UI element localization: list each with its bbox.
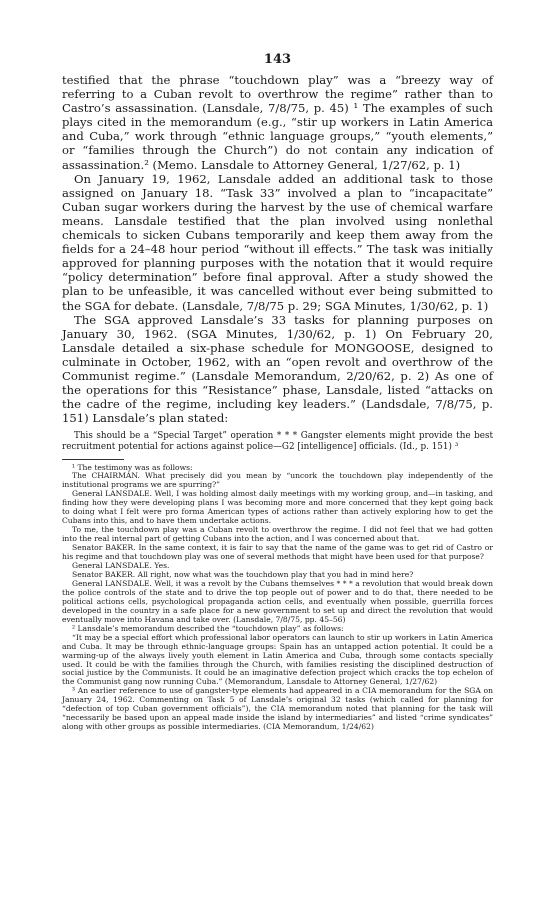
- footnote-1-line: The CHAIRMAN. What precisely did you mean by “uncork the touchdown play independently of the institutional programs we are spurring?”: [62, 471, 493, 490]
- footnote-1-line: Senator BAKER. All right, now what was the touchdown play that you had in mind here?: [72, 569, 414, 579]
- footnote-1-line: Senator BAKER. In the same context, it is fair to say that the name of the game was to get rid of Castro or his regime and that touchdown play was one of several methods that might have been used for that purpose?: [62, 543, 493, 562]
- block-quote: This should be a “Special Target” operation * * * Gangster elements might provide the best recruitment potential for actions against police—G2 [intelligence] officials. (Id., p. 151) ³: [62, 431, 493, 452]
- body-paragraph-3: The SGA approved Lansdale’s 33 tasks for planning purposes on January 30, 1962. (SGA Minutes, 1/30/62, p. 1) On February 20, Lansdale detailed a six-phase schedule for MONGOOSE, designed to culminate in October, 1962, with an “open revolt and overthrow of the Communist regime.” (Lansdale Memorandum, 2/20/62, p. 2) As one of the operations for this “Resistance” phase, Lansdale, listed “attacks on the cadre of the regime, including key leaders.” (Landsdale, 7/8/75, p. 151) Lansdale’s plan stated:: [62, 312, 493, 426]
- footnote-2-quote: “It may be a special effort which professional labor operators can launch to stir up workers in Latin America and Cuba. It may be through ethnic-language groups: Spain has an untapped action potential. It could be a warming-up of the always lively youth element in Latin America and Cuba, through some contacts specially used. It could be with the families through the Church, with families resisting the disciplined destruction of social justice by the Communists. It could be an imaginative defection project which cracks the top echelon of the Communist gang now running Cuba.” (Memorandum, Lansdale to Attorney General, 1/27/62): [62, 632, 493, 687]
- footnote-1-intro: ¹ The testimony was as follows:: [72, 462, 193, 472]
- footnote-divider: [62, 459, 124, 460]
- footnote-1-line: General LANSDALE. Yes.: [72, 561, 170, 571]
- footnote-2-intro: ² Lansdale’s memorandum described the “touchdown play” as follows:: [72, 623, 344, 633]
- page-number: 143: [263, 52, 292, 67]
- footnote-3: ³ An earlier reference to use of gangster-type elements had appeared in a CIA memorandum for the SGA on January 24, 1962. Commenting on Task 5 of Lansdale’s original 32 tasks (which called for planning for “defection of top Cuban government officials”), the CIA memorandum noted that planning for the task will “necessarily be based upon an appeal made inside the island by intermediaries” and listed “crime syndicates” along with other groups as possible intermediaries. (CIA Memorandum, 1/24/62): [62, 686, 493, 732]
- body-paragraph-2: On January 19, 1962, Lansdale added an additional task to those assigned on January 18. “Task 33” involved a plan to “incapacitate” Cuban sugar workers during the harvest by the use of chemical warfare means. Lansdale testified that the plan involved using nonlethal chemicals to sicken Cubans temporarily and keep them away from the fields for a 24–48 hour period “without ill effects.” The task was initially approved for planning purposes with the notation that it would require “policy determination” before final approval. After a study showed the plan to be unfeasible, it was cancelled without ever being submitted to the SGA for debate. (Lansdale, 7/8/75 p. 29; SGA Minutes, 1/30/62, p. 1): [62, 171, 493, 313]
- footnote-1-line: General LANSDALE. Well, it was a revolt by the Cubans themselves * * * a revolution that would break down the police controls of the state and to drive the top people out of power and to do that, there needed to be political actions cells, psychological propaganda action cells, and eventually when possible, guerrilla forces developed in the country in a safe place for a new government to set up and direct the revolution that would eventually move into Havana and take over. (Lansdale, 7/8/75, pp. 45–56): [62, 578, 493, 624]
- footnotes: [62, 464, 493, 733]
- document-page: [62, 52, 493, 732]
- footnote-1-line: General LANSDALE. Well, I was holding almost daily meetings with my working group, and—in tasking, and finding how they were developing plans I was becoming more and more concerned that they kept going back to doing what I felt were pro forma American types of actions rather than actively exploring how to get the Cubans into this, and to have them undertake actions.: [62, 489, 493, 526]
- body-paragraph-1: testified that the phrase “touchdown play” was a “breezy way of referring to a Cuban revolt to overthrow the regime” rather than to Castro’s assassination. (Lansdale, 7/8/75, p. 45) ¹ The examples of such plays cited in the memorandum (e.g., “stir up workers in Latin America and Cuba,” work through “ethnic language groups,” “youth elements,” or “families through the Church”) do not contain any indication of assassination.² (Memo. Lansdale to Attorney General, 1/27/62, p. 1): [62, 73, 493, 172]
- footnote-1-line: To me, the touchdown play was a Cuban revolt to overthrow the regime. I did not feel that we had gotten into the real internal part of getting Cubans into the action, and I was concerned about that.: [62, 525, 493, 544]
